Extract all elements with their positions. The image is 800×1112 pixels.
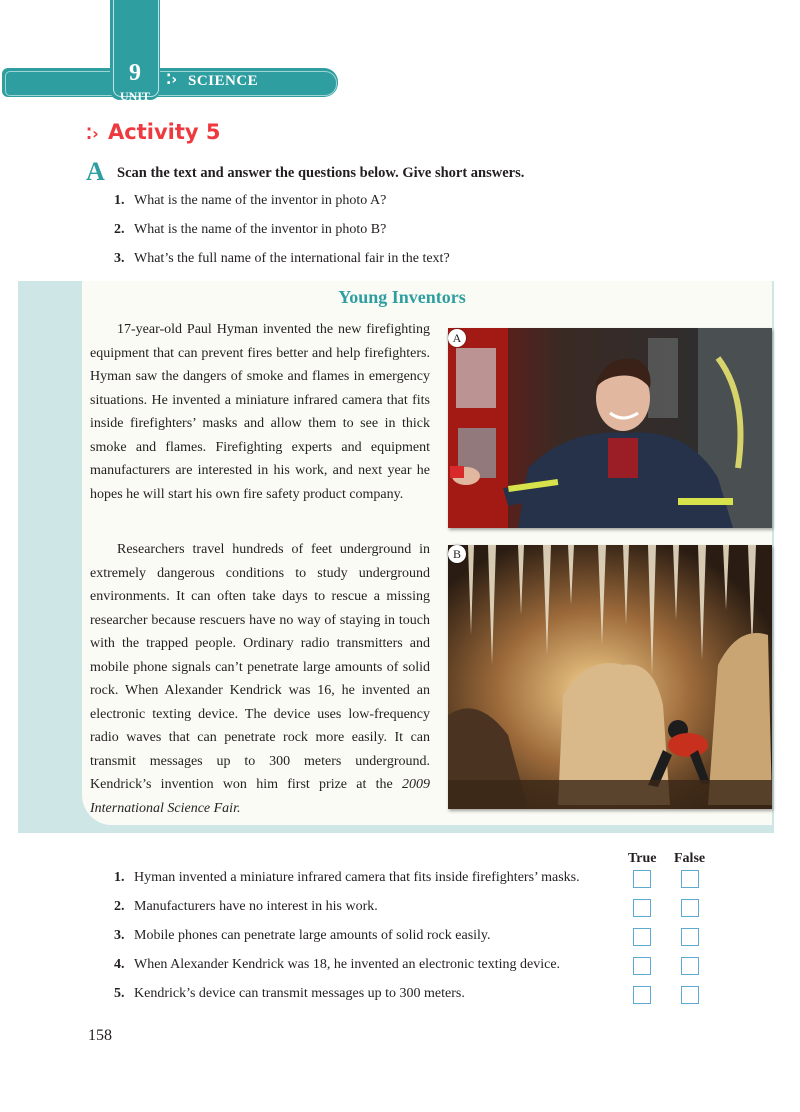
statement-item (114, 986, 465, 1002)
question-item (114, 222, 386, 238)
statement-item (114, 870, 580, 886)
true-checkbox-4[interactable] (633, 957, 651, 975)
statement-text: Kendrick’s device can transmit messages up to 300 meters. (134, 986, 465, 1001)
false-checkbox-2[interactable] (681, 899, 699, 917)
photo-b-cave-image (448, 545, 772, 809)
photo-a (448, 328, 772, 528)
reading-paragraph-1: 17-year-old Paul Hyman invented the new firefighting equipment that can prevent fires better and help firefighters. Hyman saw the dangers of smoke and flames in emergency situations. He invented a miniature infrared camera that fits inside firefighters’ masks and allow them to see in thick smoke and flames. Firefighting experts and equipment manufacturers are interested in his work, and next year he hopes he will start his own fire safety product company. (90, 322, 430, 502)
unit-label: UNIT (119, 89, 150, 103)
question-item (114, 193, 386, 209)
statement-item (114, 899, 378, 915)
true-column-header: True (628, 851, 657, 866)
question-number: 3. (114, 251, 125, 266)
statement-number: 2. (114, 899, 125, 914)
statement-text: Manufacturers have no interest in his work. (134, 899, 378, 914)
question-text: What is the name of the inventor in photo B? (134, 222, 387, 237)
fair-name: 2009 International Science Fair. (90, 777, 430, 816)
statement-number: 3. (114, 928, 125, 943)
photo-a-label: A (448, 329, 466, 347)
statement-item (114, 928, 491, 944)
double-chevron-icon: ⁚› (166, 72, 178, 88)
statement-text: Hyman invented a miniature infrared camera that fits inside firefighters’ masks. (134, 870, 580, 885)
question-text: What is the name of the inventor in photo A? (134, 193, 387, 208)
statement-item (114, 957, 560, 973)
photo-b (448, 545, 772, 809)
unit-number: 9 (129, 60, 141, 86)
photo-b-label: B (448, 545, 466, 563)
page-number: 158 (88, 1027, 112, 1044)
true-checkbox-3[interactable] (633, 928, 651, 946)
photo-a-firefighter-image (448, 328, 772, 528)
statement-text: When Alexander Kendrick was 18, he invented an electronic texting device. (134, 957, 561, 972)
reading-paragraph-2 (90, 538, 430, 820)
section-letter: A (86, 157, 105, 186)
question-number: 1. (114, 193, 125, 208)
activity-title: Activity 5 (108, 120, 221, 144)
paragraph-2-text: Researchers travel hundreds of feet underground in extremely dangerous conditions to study underground environments. It can often take days to rescue a missing researcher because rescuers have no way of staying in touch with the trapped people. Ordinary radio transmitters and mobile phone signals can’t penetrate large amounts of solid rock. When Alexander Kendrick was 16, he invented an electronic texting device. The device uses low-frequency radio waves that can penetrate rock more easily. It can transmit messages up to 300 meters underground. Kendrick’s invention won him first prize at the (90, 542, 430, 792)
subject-title: SCIENCE (188, 73, 259, 89)
true-checkbox-2[interactable] (633, 899, 651, 917)
question-item (114, 251, 450, 267)
false-checkbox-3[interactable] (681, 928, 699, 946)
question-text: What’s the full name of the international fair in the text? (134, 251, 450, 266)
statement-number: 5. (114, 986, 125, 1001)
section-instruction: Scan the text and answer the questions below. Give short answers. (117, 165, 525, 181)
true-checkbox-1[interactable] (633, 870, 651, 888)
statement-number: 1. (114, 870, 125, 885)
question-number: 2. (114, 222, 125, 237)
false-checkbox-1[interactable] (681, 870, 699, 888)
reading-title: Young Inventors (338, 287, 466, 307)
double-chevron-icon: ⁚› (86, 124, 99, 143)
false-checkbox-5[interactable] (681, 986, 699, 1004)
false-column-header: False (674, 851, 706, 866)
false-checkbox-4[interactable] (681, 957, 699, 975)
true-checkbox-5[interactable] (633, 986, 651, 1004)
statement-number: 4. (114, 957, 125, 972)
statement-text: Mobile phones can penetrate large amounts of solid rock easily. (134, 928, 491, 943)
